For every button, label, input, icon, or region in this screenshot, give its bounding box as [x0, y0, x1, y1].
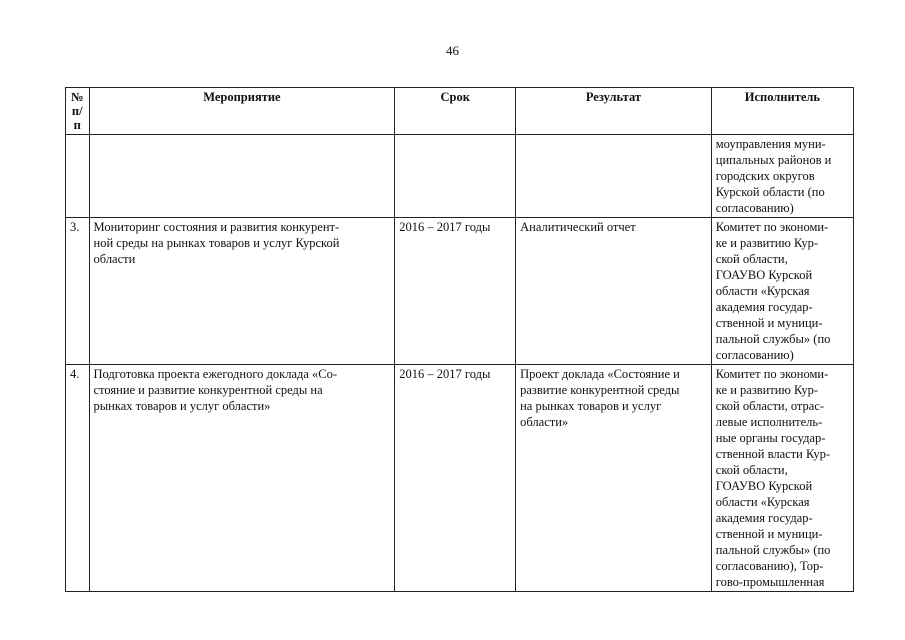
cell-number: 3. [66, 218, 90, 365]
cell-executor: моуправления муни- ципальных районов и городских округов Курской области (по согласованию) [711, 135, 853, 218]
cell-term: 2016 – 2017 годы [395, 218, 516, 365]
cell-result [516, 135, 712, 218]
cell-term [395, 135, 516, 218]
header-result: Результат [516, 88, 712, 135]
header-number: № п/п [66, 88, 90, 135]
header-term: Срок [395, 88, 516, 135]
cell-result: Аналитический отчет [516, 218, 712, 365]
table-row [66, 135, 854, 218]
cell-number [66, 135, 90, 218]
cell-event: Мониторинг состояния и развития конкурент- ной среды на рынках товаров и услуг Курской области [89, 218, 395, 365]
cell-term: 2016 – 2017 годы [395, 365, 516, 592]
table-header-row [66, 88, 854, 135]
cell-event: Подготовка проекта ежегодного доклада «Со- стояние и развитие конкурентной среды на рынках товаров и услуг области» [89, 365, 395, 592]
header-executor: Исполнитель [711, 88, 853, 135]
table-row [66, 365, 854, 592]
page-number: 46 [446, 43, 459, 58]
cell-executor: Комитет по экономи- ке и развитию Кур- ской области, отрас- левые исполнитель- ные органы государ- ственной власти Кур- ской области, ГОАУВО Курской области «Курская академия государ- ственной и муници- пальной службы» (по согласованию), Тор- гово-промышленная [711, 365, 853, 592]
cell-number: 4. [66, 365, 90, 592]
cell-result: Проект доклада «Состояние и развитие конкурентной среды на рынках товаров и услуг области» [516, 365, 712, 592]
header-event: Мероприятие [89, 88, 395, 135]
table-row [66, 218, 854, 365]
cell-executor: Комитет по экономи- ке и развитию Кур- ской области, ГОАУВО Курской области «Курская академия государ- ственной и муници- пальной службы» (по согласованию) [711, 218, 853, 365]
plan-table [65, 87, 854, 592]
cell-event [89, 135, 395, 218]
